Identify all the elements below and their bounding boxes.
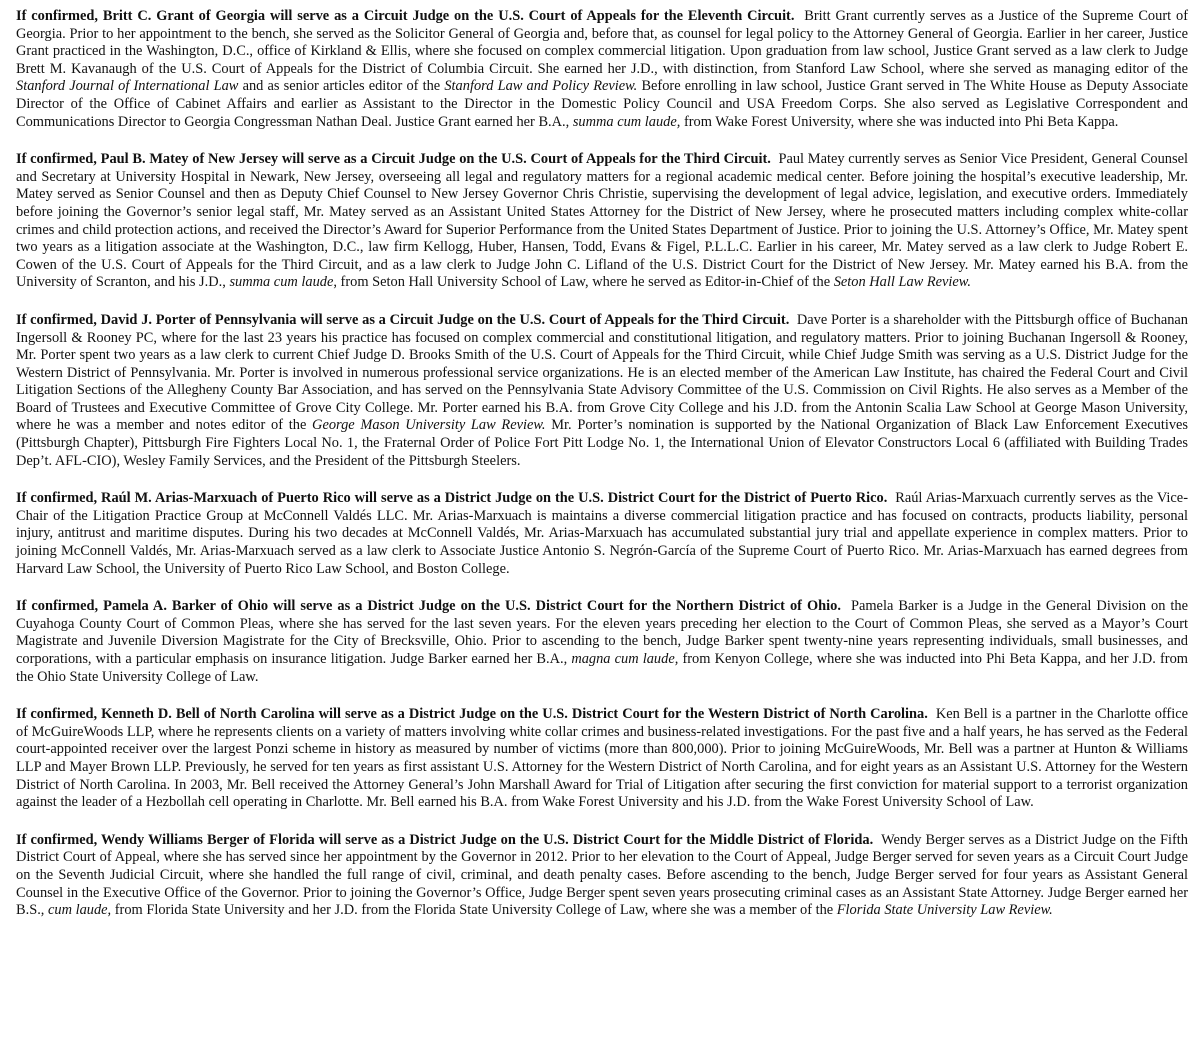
- bio-text: Raúl Arias-Marxuach currently serves as the Vice-Chair of the Litigation Practice Group at McConnell Valdés LLC. Mr. Arias-Marxuach is maintains a diverse commercial litigation practice and has focused on contracts, products liability, personal injury, antitrust and maritime disputes. During his two decades at McConnell Valdés, Mr. Arias-Marxuach has accumulated substantial jury trial and appellate experience in complex matters. Prior to joining McConnell Valdés, Mr. Arias-Marxuach served as a law clerk to Associate Justice Antonio S. Negrón-García of the Supreme Court of Puerto Rico. Mr. Arias-Marxuach has earned degrees from Harvard Law School, the University of Puerto Rico Law School, and Boston College.: [16, 490, 1188, 577]
- bio-text: Ken Bell is a partner in the Charlotte office of McGuireWoods LLP, where he represents clients on a variety of matters involving white collar crimes and business-related investigations. For the past five and a half years, he has served as the Federal court-appointed receiver over the largest Ponzi scheme in history as measured by number of victims (more than 800,000). Prior to joining McGuireWoods, Mr. Bell was a partner at Hunton & Williams LLP and Mayer Brown LLP. Previously, he served for ten years as first assistant U.S. Attorney for the Western District of North Carolina, and for eight years as an Assistant U.S. Attorney for the Western District of North Carolina. In 2003, Mr. Bell received the Attorney General’s John Marshall Award for Trial of Litigation after securing the first conviction for material support to a terrorist organization against the leader of a Hezbollah cell operating in Charlotte. Mr. Bell earned his B.A. from Wake Forest University and his J.D. from the Wake Forest University School of Law.: [16, 706, 1188, 811]
- bio-text: Pamela Barker is a Judge in the General Division on the Cuyahoga County Court of Common Pleas, where she has served for the last seven years. For the eleven years preceding her election to the Court of Common Pleas, she served as a Mayor’s Court Magistrate and Juvenile Diversion Magistrate for the City of Brecksville, Ohio. Prior to ascending to the bench, Judge Barker spent twenty-nine years representing individuals, small businesses, and corporations, with a particular emphasis on insurance litigation. Judge Barker earned her B.A.,: [16, 598, 1189, 667]
- document-page: [16, 8, 1188, 940]
- bio-italic-title: Stanford Journal of International Law: [16, 78, 239, 95]
- bio-italic-honor: summa cum laude: [229, 274, 334, 291]
- nominee-heading: If confirmed, Paul B. Matey of New Jersey will serve as a Circuit Judge on the U.S. Court of Appeals for the Third Circuit.: [16, 151, 771, 168]
- nominee-entry: [16, 490, 1188, 578]
- bio-text: Britt Grant currently serves as a Justice of the Supreme Court of Georgia. Prior to her appointment to the bench, she served as the Solicitor General of Georgia and, before that, as counsel for legal policy to the Attorney General of Georgia. Earlier in her career, Justice Grant practiced in the Washington, D.C., office of Kirkland & Ellis, where she focused on complex commercial litigation. Upon graduation from law school, Justice Grant served as a law clerk to Judge Brett M. Kavanaugh of the U.S. Court of Appeals for the District of Columbia Circuit. She earned her J.D., with distinction, from Stanford Law School, where she served as managing editor of the: [16, 8, 1188, 77]
- nominee-entry: [16, 8, 1188, 131]
- bio-text: Dave Porter is a shareholder with the Pittsburgh office of Buchanan Ingersoll & Rooney PC, where for the last 23 years his practice has focused on complex commercial and constitutional litigation, and regulatory matters. Prior to joining Buchanan Ingersoll & Rooney, Mr. Porter spent two years as a law clerk to current Chief Judge D. Brooks Smith of the U.S. Court of Appeals for the Third Circuit, while Chief Judge Smith was serving as a U.S. District Judge for the Western District of Pennsylvania. Mr. Porter is involved in numerous professional service organizations. He is an elected member of the American Law Institute, has chaired the Federal Court and Civil Litigation Sections of the Allegheny County Bar Association, and has served on the Pennsylvania State Advisory Committee of the U.S. Commission on Civil Rights. He also serves as a Member of the Board of Trustees and Executive Committee of Grove City College. Mr. Porter earned his B.A. from Grove City College and his J.D. from the Antonin Scalia Law School at George Mason University, where he was a member and notes editor of the: [16, 311, 1188, 434]
- nominee-entry: [16, 312, 1188, 470]
- bio-text: and as senior articles editor of the: [238, 78, 445, 95]
- bio-italic-honor: magna cum laude,: [571, 651, 679, 667]
- nominee-heading: If confirmed, Kenneth D. Bell of North Carolina will serve as a District Judge on the U.S. District Court for the Western District of North Carolina.: [16, 706, 928, 723]
- bio-text: Before enrolling in law school, Justice Grant served in The White House as Deputy Associate Director of the Office of Cabinet Affairs and earlier as Assistant to the Director in the Domestic Policy Council and USA Freedom Corps. She also served as Legislative Correspondent and Communications Director to Georgia Congressman Nathan Deal. Justice Grant earned her B.A.,: [16, 78, 1188, 130]
- nominee-entry: [16, 706, 1188, 812]
- nominee-bio: [16, 151, 1188, 290]
- bio-italic-honor: summa cum laude,: [572, 113, 681, 130]
- nominee-heading: If confirmed, Pamela A. Barker of Ohio will serve as a District Judge on the U.S. District Court for the Northern District of Ohio.: [16, 598, 841, 615]
- bio-text: Wendy Berger serves as a District Judge on the Fifth District Court of Appeal, where she has served since her appointment by the Governor in 2012. Prior to her elevation to the Court of Appeal, Judge Berger served for seven years as a Circuit Court Judge on the Seventh Judicial Circuit, where she handled the full range of civil, criminal, and death penalty cases. Before ascending to the bench, Judge Berger served for four years as Assistant General Counsel in the Executive Office of the Governor. Prior to joining the Governor’s Office, Judge Berger spent seven years prosecuting criminal cases as an Assistant State Attorney. Judge Berger earned her B.S.,: [16, 831, 1189, 919]
- nominee-heading: If confirmed, Wendy Williams Berger of Florida will serve as a District Judge on the U.S. District Court for the Middle District of Florida.: [16, 831, 874, 848]
- nominee-bio: [16, 312, 1188, 469]
- bio-italic-title: George Mason University Law Review.: [312, 417, 546, 434]
- bio-italic-honor: cum laude,: [48, 902, 112, 919]
- bio-italic-title: Stanford Law and Policy Review.: [444, 78, 638, 95]
- bio-italic-title: Florida State University Law Review.: [836, 902, 1053, 919]
- bio-text: Paul Matey currently serves as Senior Vice President, General Counsel and Secretary at University Hospital in Newark, New Jersey, overseeing all legal and regulatory matters for a regional academic medical center. Before joining the hospital’s executive leadership, Mr. Matey served as Senior Counsel and then as Deputy Chief Counsel to New Jersey Governor Chris Christie, supervising the development of legal advice, legislation, and executive orders. Immediately before joining the Governor’s senior legal staff, Mr. Matey served as an Assistant United States Attorney for the District of New Jersey, where he prosecuted matters including complex white-collar crimes and child protection actions, and received the Director’s Award for Superior Performance from the United States Department of Justice. Prior to joining the U.S. Attorney’s Office, Mr. Matey spent two years as a litigation associate at the Washington, D.C., law firm Kellogg, Huber, Hansen, Todd, Evans & Figel, P.L.L.C. Earlier in his career, Mr. Matey served as a law clerk to Judge Robert E. Cowen of the U.S. Court of Appeals for the Third Circuit, and as a law clerk to Judge John C. Lifland of the U.S. District Court for the District of New Jersey. Mr. Matey earned his B.A. from the University of Scranton, and his J.D.,: [16, 151, 1188, 291]
- nominee-heading: If confirmed, Britt C. Grant of Georgia will serve as a Circuit Judge on the U.S. Court of Appeals for the Eleventh Circuit.: [16, 8, 795, 24]
- bio-text: Mr. Porter’s nomination is supported by the National Organization of Black Law Enforcement Executives (Pittsburgh Chapter), Pittsburgh Fire Fighters Local No. 1, the Fraternal Order of Police Fort Pitt Lodge No. 1, the International Union of Elevator Constructors Local 6 (affiliated with Building Trades Dep’t. AFL-CIO), Wesley Family Services, and the President of the Pittsburgh Steelers.: [16, 417, 1189, 469]
- bio-italic-title: Seton Hall Law Review.: [833, 274, 971, 291]
- nominee-heading: If confirmed, Raúl M. Arias-Marxuach of Puerto Rico will serve as a District Judge on the U.S. District Court for the District of Puerto Rico.: [16, 490, 888, 507]
- nominee-entry: [16, 151, 1188, 292]
- bio-text: , from Seton Hall University School of Law, where he served as Editor-in-Chief of the: [333, 274, 834, 291]
- nominee-heading: If confirmed, David J. Porter of Pennsylvania will serve as a Circuit Judge on the U.S. Court of Appeals for the Third Circuit.: [16, 311, 790, 328]
- bio-text: from Kenyon College, where she was inducted into Phi Beta Kappa, and her J.D. from the Ohio State University College of Law.: [16, 651, 1188, 685]
- bio-text: from Wake Forest University, where she was inducted into Phi Beta Kappa.: [680, 113, 1119, 130]
- nominee-entry: [16, 598, 1188, 686]
- bio-text: from Florida State University and her J.D. from the Florida State University College of Law, where she was a member of the: [111, 902, 837, 919]
- nominee-entry: [16, 832, 1188, 920]
- nominee-bio: [16, 8, 1188, 130]
